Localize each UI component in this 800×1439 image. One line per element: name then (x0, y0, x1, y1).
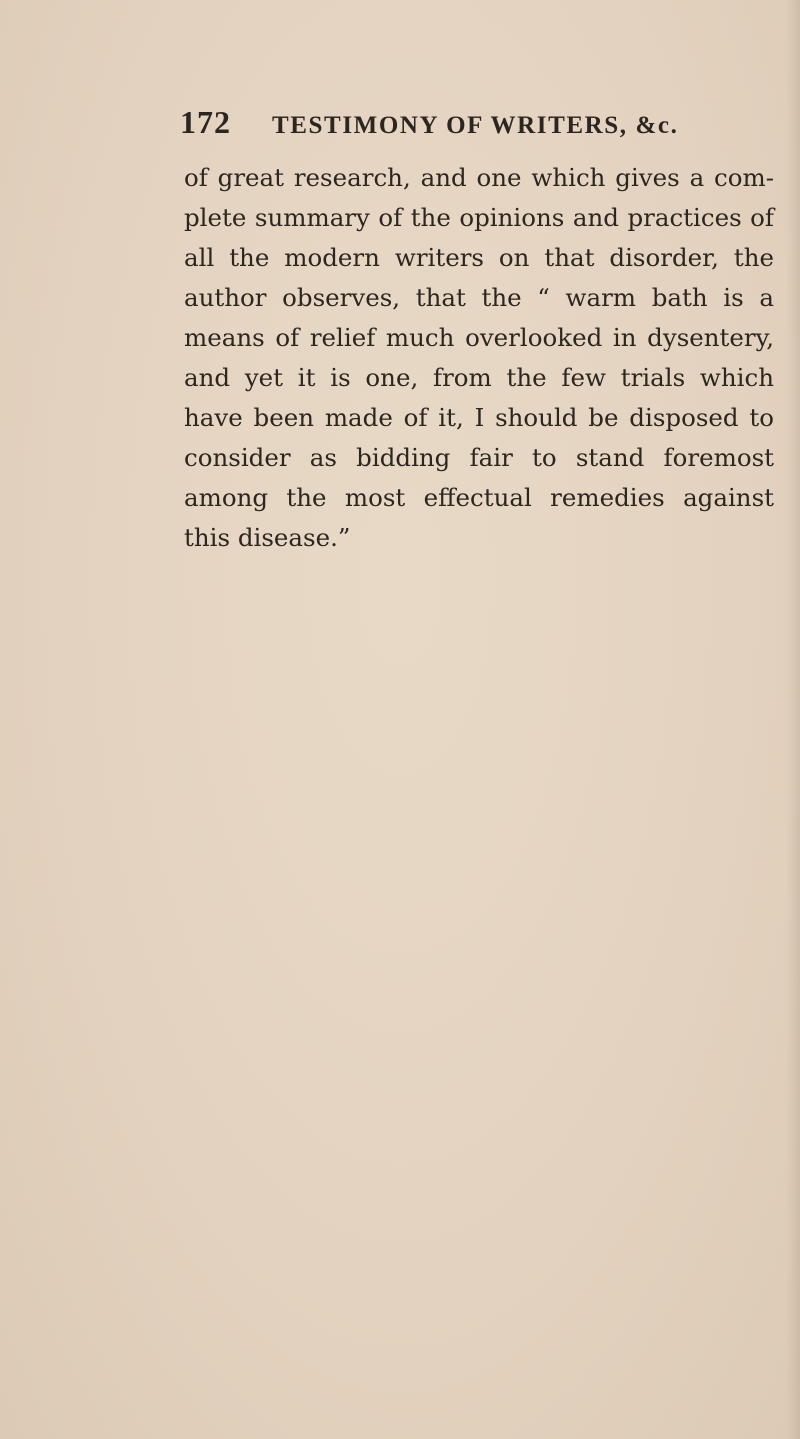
text-line: this disease.” (184, 523, 351, 552)
page-edge-shadow (786, 0, 800, 1439)
text-line: consider as bidding fair to stand foremost (184, 443, 774, 472)
text-line: all the modern writers on that disorder, the (184, 243, 774, 272)
text-line: among the most effectual remedies against (184, 483, 774, 512)
text-line: of great research, and one which gives a com- (184, 163, 774, 192)
body-paragraph (184, 158, 774, 558)
page-number: 172 (180, 104, 231, 140)
text-line: author observes, that the “ warm bath is a (184, 283, 774, 312)
text-line: plete summary of the opinions and practices of (184, 203, 774, 232)
text-line: have been made of it, I should be disposed to (184, 403, 774, 432)
text-line: means of relief much overlooked in dysentery, (184, 323, 774, 352)
running-title: TESTIMONY OF WRITERS, &c. (272, 112, 679, 139)
running-head (180, 104, 740, 148)
text-line: and yet it is one, from the few trials which (184, 363, 774, 392)
